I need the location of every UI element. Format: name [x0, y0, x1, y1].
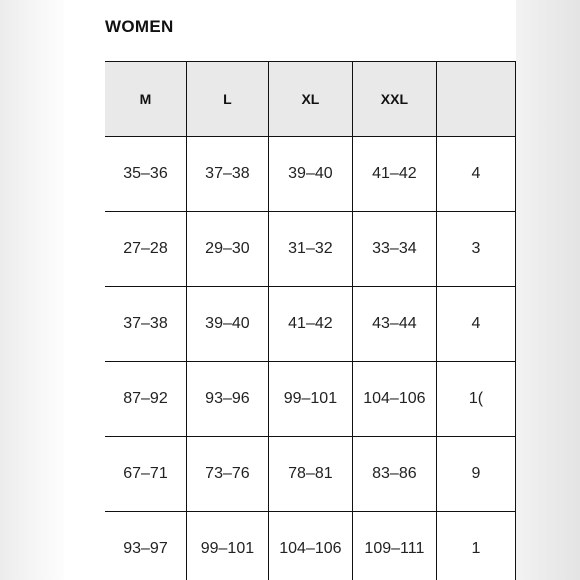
table-cell: 104–106 — [268, 512, 352, 580]
table-cell: 35–36 — [105, 137, 186, 212]
table-cell: 39–40 — [268, 137, 352, 212]
table-row — [105, 137, 516, 212]
table-cell: 4 — [436, 137, 515, 212]
table-cell: 93–96 — [186, 362, 268, 437]
table-cell: 1 — [436, 512, 515, 580]
table-cell: 73–76 — [186, 437, 268, 512]
table-cell: 27–28 — [105, 212, 186, 287]
table-cell: 83–86 — [352, 437, 436, 512]
table-cell: 9 — [436, 437, 515, 512]
table-cell: 29–30 — [186, 212, 268, 287]
table-row — [105, 512, 516, 580]
table-row — [105, 362, 516, 437]
table-cell: 4 — [436, 287, 515, 362]
table-cell: 41–42 — [268, 287, 352, 362]
table-cell: 87–92 — [105, 362, 186, 437]
table-cell: 93–97 — [105, 512, 186, 580]
table-cell: 99–101 — [186, 512, 268, 580]
table-row — [105, 212, 516, 287]
table-cell: 1( — [436, 362, 515, 437]
size-table — [105, 61, 516, 580]
header-cell-cut — [436, 62, 515, 137]
table-cell: 99–101 — [268, 362, 352, 437]
header-cell-xl: XL — [268, 62, 352, 137]
header-cell-l: L — [186, 62, 268, 137]
table-cell: 109–111 — [352, 512, 436, 580]
table-cell: 41–42 — [352, 137, 436, 212]
table-row — [105, 287, 516, 362]
table-cell: 39–40 — [186, 287, 268, 362]
table-cell: 31–32 — [268, 212, 352, 287]
header-cell-m: M — [105, 62, 186, 137]
table-cell: 3 — [436, 212, 515, 287]
table-cell: 67–71 — [105, 437, 186, 512]
chart-title: WOMEN — [105, 17, 174, 36]
table-cell: 37–38 — [105, 287, 186, 362]
table-cell: 104–106 — [352, 362, 436, 437]
table-cell: 78–81 — [268, 437, 352, 512]
table-row — [105, 437, 516, 512]
header-cell-xxl: XXL — [352, 62, 436, 137]
background-right — [516, 0, 580, 580]
table-cell: 33–34 — [352, 212, 436, 287]
size-chart-sheet — [64, 0, 516, 580]
table-cell: 37–38 — [186, 137, 268, 212]
table-cell: 43–44 — [352, 287, 436, 362]
header-row — [105, 62, 516, 137]
